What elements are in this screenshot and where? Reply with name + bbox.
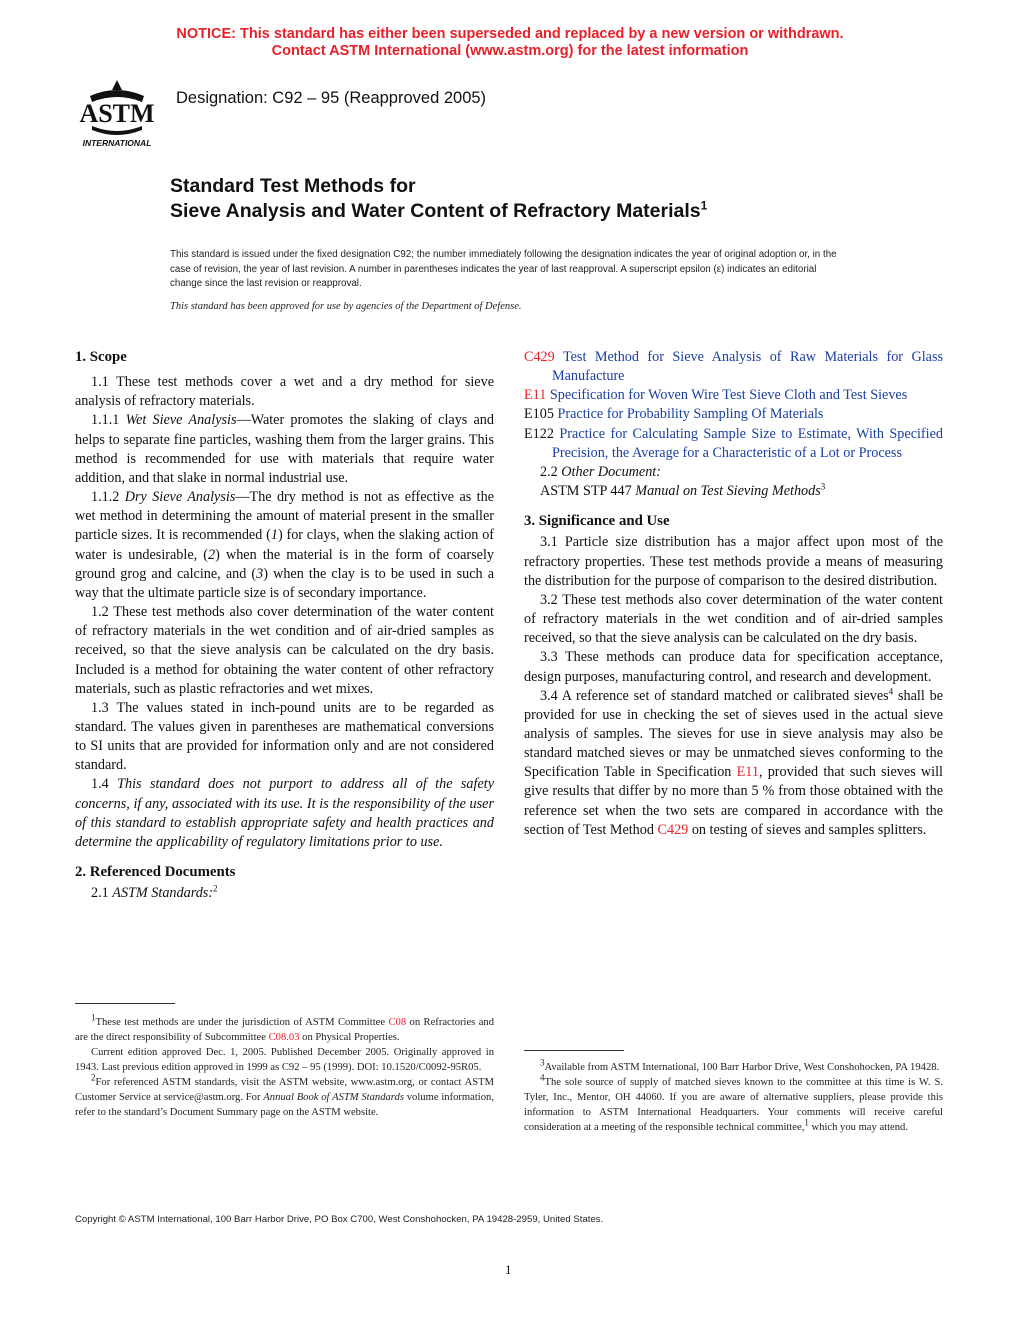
para-1-1-2	[75, 488, 494, 603]
para-1-1-2-num: 1.1.2	[91, 489, 120, 506]
left-column	[75, 348, 494, 903]
para-2-1-text: ASTM Standards:	[112, 885, 214, 902]
significance-heading: 3. Significance and Use	[524, 513, 670, 530]
page-number: 1	[505, 1262, 512, 1277]
stp-title: Manual on Test Sieving Methods	[635, 483, 821, 500]
right-column	[524, 348, 943, 840]
para-3-4-d: on testing of sieves and samples splitters.	[688, 821, 927, 838]
footnote-3: $^3$Available from ASTM International, 100 Barr Harbor Drive, West Conshohocken, PA 19428.	[540, 1057, 940, 1073]
footnote-rule-left	[75, 1003, 175, 1004]
designation: Designation: C92 – 95 (Reapproved 2005)	[176, 89, 487, 107]
title-line-2	[170, 199, 707, 224]
footnote-1-b: on Refractories and are the direct responsibility of Subcommittee	[75, 1017, 494, 1043]
footnote-3-text: Available from ASTM International, 100 Barr Harbor Drive, West Conshohocken, PA 19428.	[544, 1062, 940, 1073]
reference-title[interactable]: Practice for Calculating Sample Size to Estimate, With Specified Precision, the Average for a Characteristic of a Lot or Process	[552, 425, 943, 461]
link-c08-03[interactable]: C08.03	[268, 1032, 300, 1043]
footnote-1-c: on Physical Properties.	[299, 1032, 400, 1043]
para-3-4-sup: 4	[888, 685, 894, 696]
footnote-2: $^2$For referenced ASTM standards, visit the ASTM website, www.astm.org, or contact ASTM Customer Service at service@astm.org. For Annual Book of ASTM Standards volume information, refer to the standard’s Document Summary page on the ASTM website.	[75, 1072, 494, 1118]
astm-logo	[72, 76, 162, 148]
reference-code: E105	[524, 406, 554, 423]
issue-note: This standard is issued under the fixed designation C92; the number immediately following the designation indicates the year of original adoption or, in the case of revision, the year of last revision. A number in parentheses indicates the year of last reapproval. A superscript epsilon (ε) indicates an editorial change since the last revision or reapproval.	[170, 249, 837, 289]
para-3-1: 3.1 Particle size distribution has a major affect upon most of the refractory properties. These test methods provide a means of measuring the distribution for the purpose of comparison to the desired distribution.	[524, 534, 943, 589]
scope-heading: 1. Scope	[75, 349, 127, 365]
footnote-4-b: which you may attend.	[808, 1122, 908, 1133]
para-2-2	[524, 463, 943, 482]
para-1-4-num: 1.4	[91, 776, 109, 793]
notice-line-2: Contact ASTM International (www.astm.org) for the latest information	[271, 43, 749, 59]
para-3-2: 3.2 These test methods also cover determination of the water content of refractory materials in the wet condition and of air-dried samples received, so that the sieve analysis can be calculated on the dry basis.	[524, 591, 943, 647]
reference-code[interactable]: E11	[524, 387, 547, 404]
para-1-1: 1.1 These test methods cover a wet and a dry method for sieve analysis of refractory materials.	[75, 374, 494, 410]
reference-code: E122	[524, 425, 554, 442]
wet-sieve-term: Wet Sieve Analysis	[125, 412, 237, 429]
para-1-4-text: This standard does not purport to address all of the safety concerns, if any, associated with its use. It is the responsibility of the user of this standard to establish appropriate safety and health practices and determine the applicability of regulatory limitations prior to use.	[75, 776, 494, 850]
para-3-4	[524, 687, 943, 840]
footnote-4: $^4$The sole source of supply of matched sieves known to the committee at this time is W. S. Tyler, Inc., Mentor, OH 44060. If you are aware of alternative suppliers, please provide this information to ASTM International Headquarters. Your comments will receive careful consideration at a meeting of the responsible technical committee,$^1$ which you may attend.	[524, 1072, 943, 1133]
logo-subtext: INTERNATIONAL	[82, 138, 152, 148]
para-3-4-a: 3.4 A reference set of standard matched or calibrated sieves	[540, 687, 889, 704]
dry-sieve-term: Dry Sieve Analysis	[124, 489, 236, 506]
para-1-1-1-num: 1.1.1	[91, 412, 120, 429]
link-c08[interactable]: C08	[388, 1017, 407, 1028]
footnote-rule-right	[524, 1050, 624, 1051]
para-1-4	[75, 775, 494, 852]
para-1-1-2-c: ) when the material is in the form of coarsely ground grog and calcine, and (	[75, 546, 494, 582]
logo-text: ASTM	[79, 99, 155, 128]
reference-title[interactable]: Specification for Woven Wire Test Sieve Cloth and Test Sieves	[549, 387, 908, 404]
stp-prefix: ASTM STP 447	[540, 483, 632, 500]
reference-title[interactable]: Test Method for Sieve Analysis of Raw Materials for Glass Manufacture	[552, 349, 943, 385]
para-1-2: 1.2 These test methods also cover determination of the water content of refractory materials in the wet condition and of air-dried samples as received, so that the sieve analysis can be calculated on the dry basis. Included is a method for obtaining the water content of other refractory materials, such as plastic refractories and wet mixes.	[75, 604, 494, 697]
stp-reference	[524, 482, 943, 501]
footnotes-right	[524, 1057, 943, 1135]
reference-list	[524, 348, 943, 463]
para-2-1-sup: 2	[213, 883, 218, 894]
para-2-1	[75, 884, 494, 903]
reference-code[interactable]: C429	[524, 349, 555, 365]
item-marker-2: 2	[208, 546, 216, 563]
footnote-2-a: For referenced ASTM standards, visit the ASTM website, www.astm.org, or contact ASTM Customer Service at service@astm.org. For	[75, 1077, 494, 1103]
item-marker-1: 1	[270, 527, 278, 544]
reference-item	[524, 386, 943, 405]
title-line-1: Standard Test Methods for	[170, 175, 416, 197]
footnote-2-italic: Annual Book of ASTM Standards	[263, 1092, 404, 1103]
reference-title[interactable]: Practice for Probability Sampling Of Materials	[557, 406, 824, 423]
para-1-1-2-b: ) for clays, when the slaking action of water is undesirable, (	[75, 527, 495, 563]
copyright-line: Copyright © ASTM International, 100 Barr Harbor Drive, PO Box C700, West Conshohocken, PA 19428-2959, United States.	[75, 1214, 604, 1225]
referenced-heading: 2. Referenced Documents	[75, 864, 236, 881]
link-c429[interactable]: C429	[657, 821, 689, 838]
reference-item	[524, 405, 943, 424]
footnote-4-sup: 1	[804, 1117, 809, 1128]
para-3-3: 3.3 These methods can produce data for specification acceptance, design purposes, manufacturing control, and research and development.	[524, 649, 943, 685]
withdrawal-notice	[0, 26, 1020, 60]
approval-note: This standard has been approved for use by agencies of the Department of Defense.	[170, 301, 522, 312]
para-1-3: 1.3 The values stated in inch-pound units are to be regarded as standard. The values given in parentheses are mathematical conversions to SI units that are provided for information only and are not considered standard.	[75, 699, 494, 774]
para-1-1-1-text: —Water promotes the slaking of clays and helps to separate fine particles, washing them from the larger grains. This method is recommended for use with materials that require water addition, and that slake in normal industrial use.	[75, 412, 494, 486]
footnote-edition: Current edition approved Dec. 1, 2005. Published December 2005. Originally approved in 1943. Last previous edition approved in 1999 as C92 – 95 (1999). DOI: 10.1520/C0092-95R05.	[75, 1047, 494, 1073]
para-1-1-2-a: —The dry method is not as effective as the wet method in determining the amount of material present in the smaller particle sizes. It is recommended (	[75, 489, 495, 544]
title-line-2-text: Sieve Analysis and Water Content of Refractory Materials	[170, 200, 701, 222]
footnote-1: $^1$These test methods are under the jurisdiction of ASTM Committee C08 on Refractories and are the direct responsibility of Subcommittee C08.03 on Physical Properties.	[75, 1012, 494, 1043]
para-3-4-c: , provided that such sieves will give results that differ by no more than 5 % from those obtained with the reference set when the two sets are compared in accordance with the section of Test Method	[524, 764, 943, 838]
para-3-4-b: shall be provided for use in checking the set of sieves used in the actual sieve analysis of samples. The sieves for use in sieve analysis may also be standard matched sieves or may be unmatched sieves conforming to the Specification Table in Specification	[524, 687, 944, 781]
para-1-1-2-d: ) when the clay is to be used in such a way that the ultimate particle size is of secondary importance.	[75, 565, 494, 601]
reference-item	[524, 425, 943, 463]
title-footnote-mark: 1	[700, 198, 708, 213]
para-2-2-num: 2.2	[540, 463, 558, 480]
notice-line-1: NOTICE: This standard has either been superseded and replaced by a new version or withdrawn.	[176, 26, 844, 42]
reference-item	[524, 348, 943, 386]
para-1-1-1	[75, 411, 494, 488]
footnote-1-a: These test methods are under the jurisdiction of ASTM Committee	[95, 1017, 389, 1028]
para-2-2-text: Other Document:	[561, 463, 661, 480]
link-e11[interactable]: E11	[736, 764, 759, 781]
footnote-4-a: The sole source of supply of matched sieves known to the committee at this time is W. S. Tyler, Inc., Mentor, OH 44060. If you are aware of alternative suppliers, please provide this information to ASTM International Headquarters. Your comments will receive careful consideration at a meeting of the responsible technical committee,	[524, 1077, 943, 1133]
item-marker-3: 3	[256, 565, 264, 582]
footnotes-left	[75, 1012, 494, 1120]
footnote-2-b: volume information, refer to the standard’s Document Summary page on the ASTM website.	[75, 1092, 494, 1118]
document-title	[170, 174, 707, 224]
para-2-1-num: 2.1	[91, 885, 109, 902]
stp-sup: 3	[820, 481, 826, 492]
